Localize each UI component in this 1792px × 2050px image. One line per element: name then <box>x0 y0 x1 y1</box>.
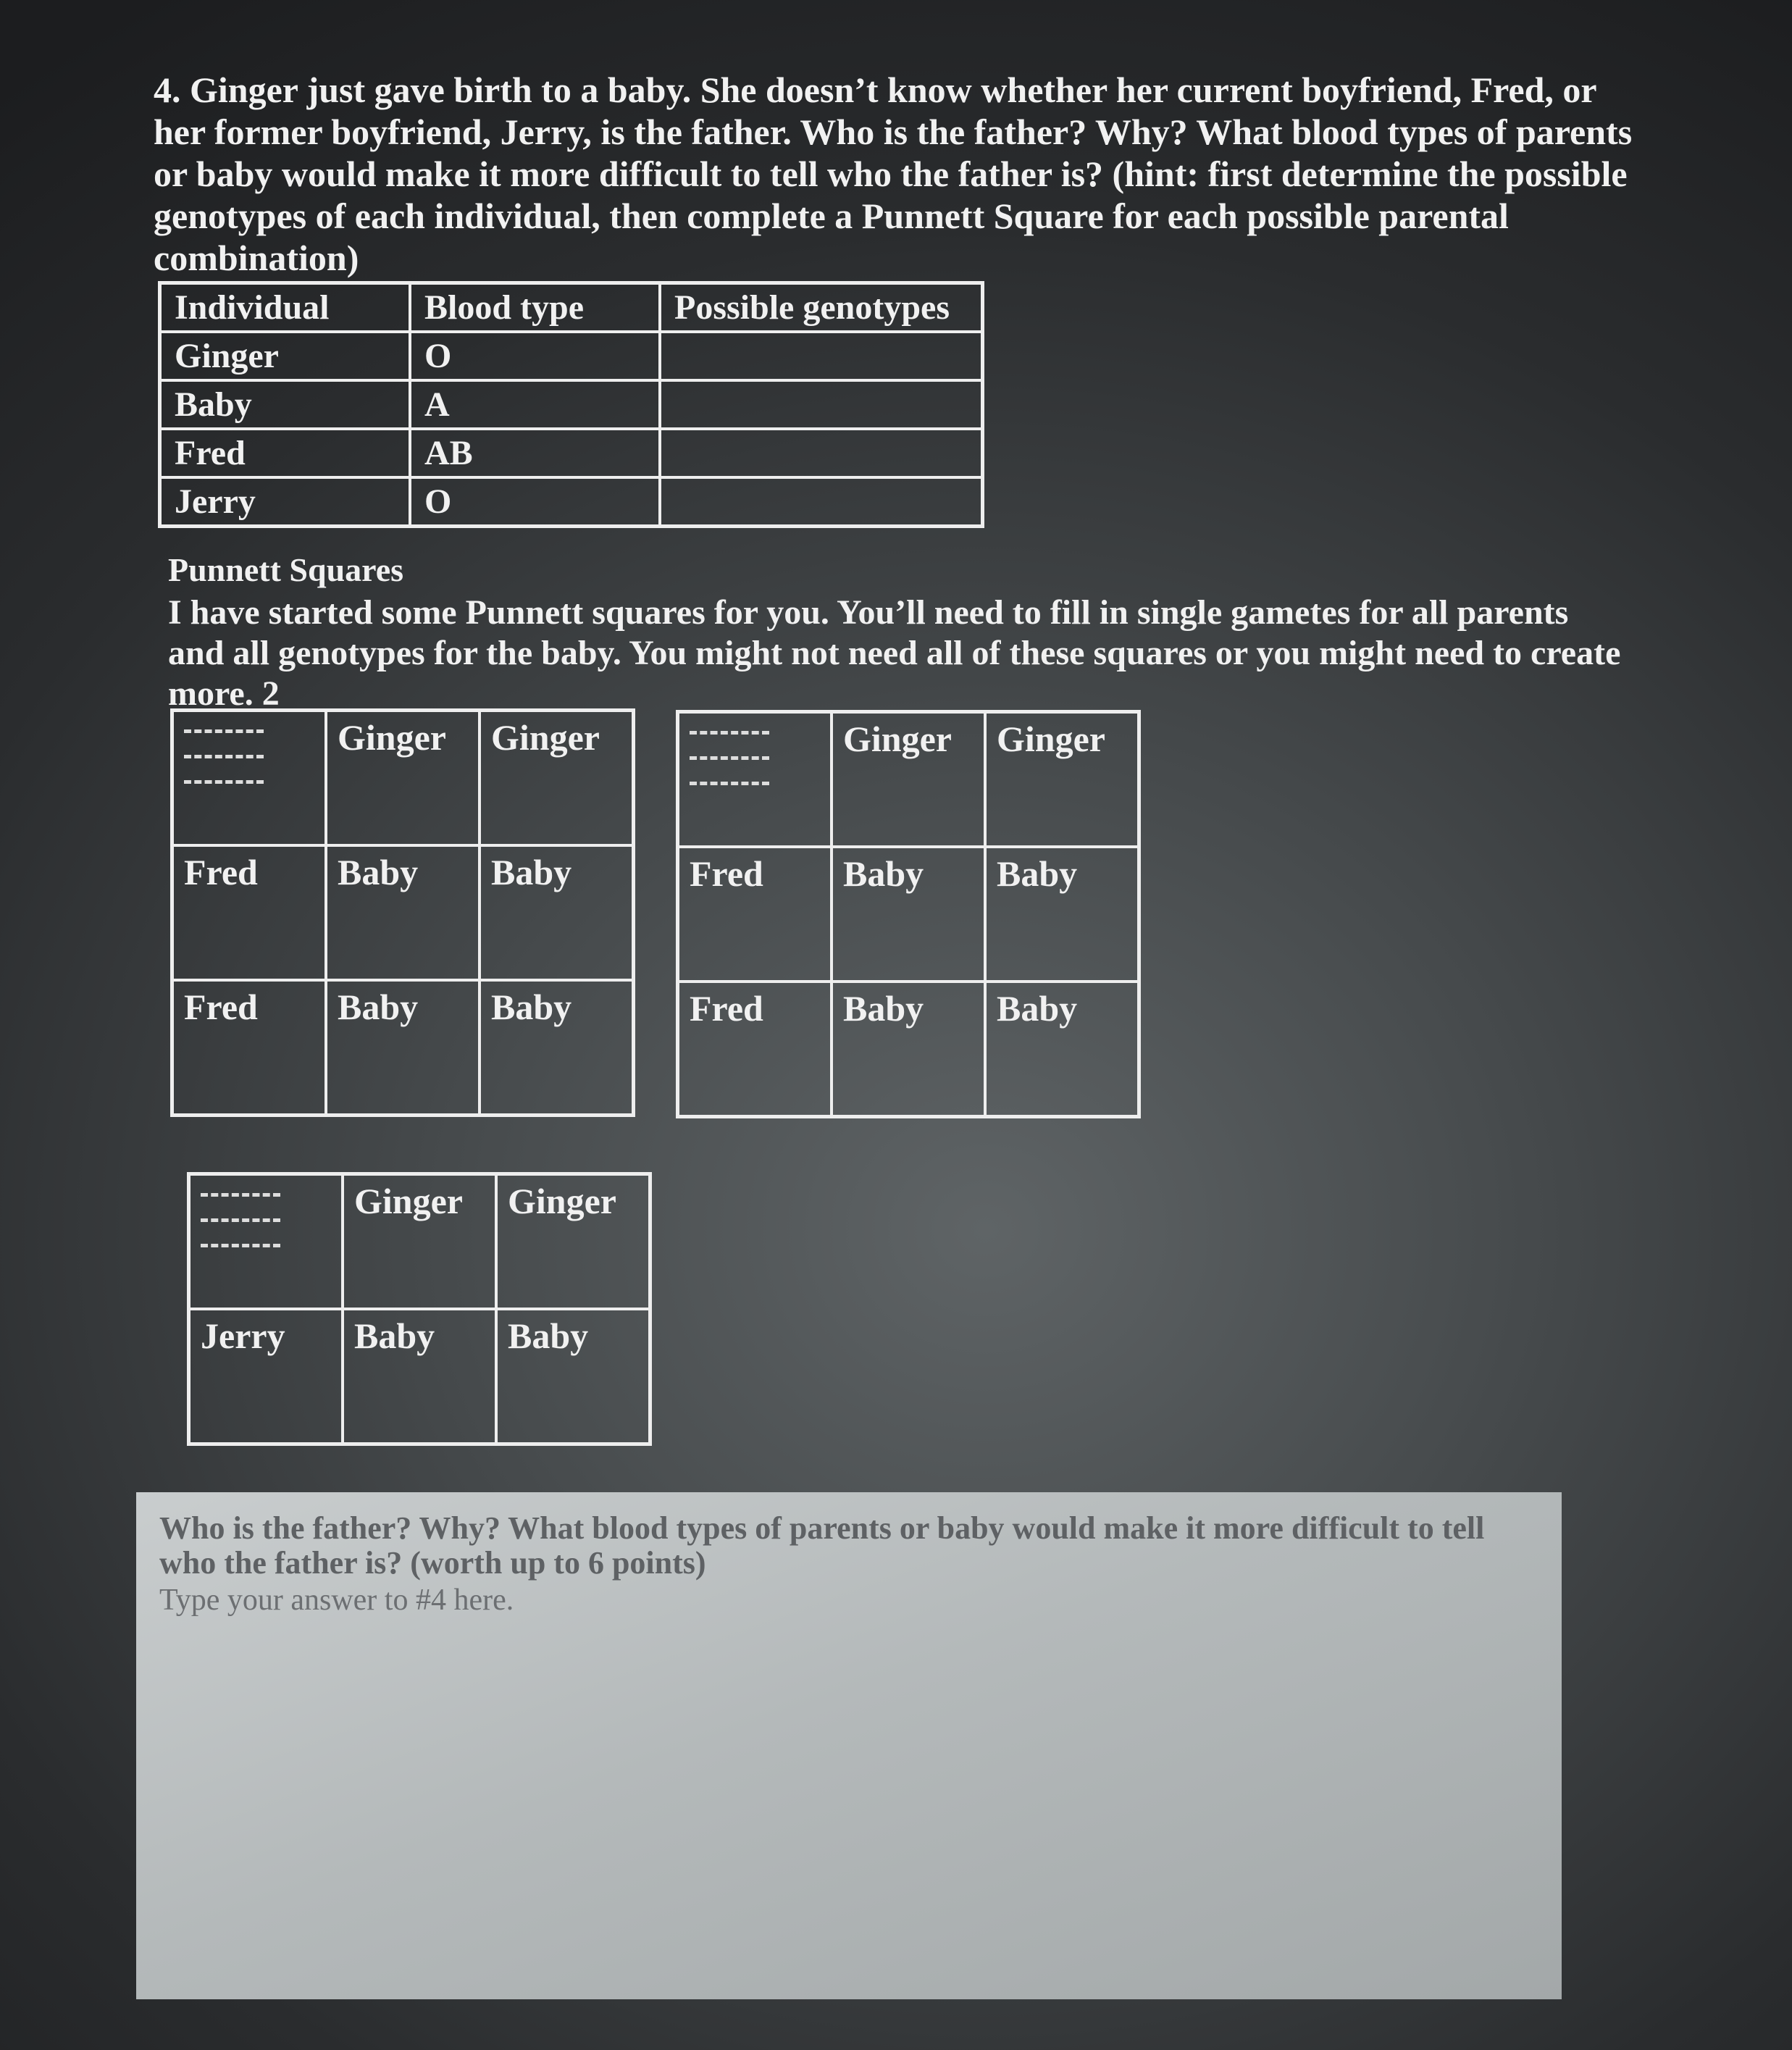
dash-line <box>690 731 769 735</box>
dash-line <box>184 755 264 758</box>
baby-genotype-cell[interactable]: Baby <box>985 982 1139 1117</box>
blood-type-cell: O <box>410 477 660 527</box>
baby-genotype-cell[interactable]: Baby <box>832 982 985 1117</box>
gamete-cell-jerry[interactable]: Jerry <box>189 1309 343 1444</box>
individual-cell: Fred <box>160 429 411 477</box>
genotype-cell[interactable] <box>660 429 983 477</box>
baby-genotype-cell[interactable]: Baby <box>832 847 985 982</box>
blood-type-cell: O <box>410 332 660 380</box>
header-blood-type: Blood type <box>410 283 660 332</box>
individual-cell: Baby <box>160 380 411 429</box>
genotype-cell[interactable] <box>660 332 983 380</box>
dash-line <box>690 756 769 760</box>
blood-type-cell: AB <box>410 429 660 477</box>
genotype-cell[interactable] <box>660 477 983 527</box>
gamete-cell-ginger[interactable]: Ginger <box>326 711 480 846</box>
genotype-cell[interactable] <box>660 380 983 429</box>
baby-genotype-cell[interactable]: Baby <box>326 845 480 980</box>
individual-cell: Ginger <box>160 332 411 380</box>
gamete-cell-fred[interactable]: Fred <box>678 982 832 1117</box>
gamete-cell-ginger[interactable]: Ginger <box>985 712 1139 848</box>
dash-line <box>201 1193 280 1197</box>
baby-genotype-cell[interactable]: Baby <box>326 980 480 1116</box>
baby-genotype-cell[interactable]: Baby <box>343 1309 496 1444</box>
table-header-row <box>160 283 983 332</box>
answer-prompt: Who is the father? Why? What blood types of parents or baby would make it more difficult to tell who the father is? (worth up to 6 points) <box>159 1510 1485 1581</box>
punnett-square-fred-2 <box>676 710 1141 1118</box>
table-row <box>160 380 983 429</box>
blood-type-table <box>158 281 984 528</box>
gamete-cell-ginger[interactable]: Ginger <box>480 711 634 846</box>
gamete-cell-ginger[interactable]: Ginger <box>343 1174 496 1310</box>
gamete-cell-fred[interactable]: Fred <box>172 845 327 980</box>
gamete-cell-fred[interactable]: Fred <box>172 980 327 1116</box>
dash-line <box>690 782 769 785</box>
baby-genotype-cell[interactable]: Baby <box>480 845 634 980</box>
answer-input[interactable] <box>159 1582 1538 1988</box>
baby-genotype-cell[interactable]: Baby <box>985 847 1139 982</box>
punnett-instructions: I have started some Punnett squares for you. You’ll need to fill in single gametes for all parents and all genotypes for the baby. You might not need all of these squares or you might need to create more. 2 <box>168 593 1621 713</box>
corner-cell <box>172 711 327 846</box>
dash-line <box>184 729 264 733</box>
table-row <box>160 477 983 527</box>
baby-genotype-cell[interactable]: Baby <box>480 980 634 1116</box>
corner-cell <box>678 712 832 848</box>
punnett-section-title: Punnett Squares <box>168 551 404 588</box>
table-row <box>160 332 983 380</box>
answer-box <box>136 1492 1562 1999</box>
punnett-square-fred-1 <box>170 708 635 1117</box>
punnett-square-jerry <box>187 1172 652 1446</box>
corner-cell <box>189 1174 343 1310</box>
header-possible-genotypes: Possible genotypes <box>660 283 983 332</box>
gamete-cell-fred[interactable]: Fred <box>678 847 832 982</box>
table-row <box>160 429 983 477</box>
dash-line <box>201 1218 280 1222</box>
individual-cell: Jerry <box>160 477 411 527</box>
gamete-cell-ginger[interactable]: Ginger <box>496 1174 650 1310</box>
blood-type-cell: A <box>410 380 660 429</box>
gamete-cell-ginger[interactable]: Ginger <box>832 712 985 848</box>
question-text: 4. Ginger just gave birth to a baby. She doesn’t know whether her current boyfriend, Fred, or her former boyfriend, Jerry, is the father. Who is the father? Why? What blood types of parents or baby would make it more difficult to tell who the father is? (hint: first determine the possible genotypes of each individual, then complete a Punnett Square for each possible parental combination) <box>154 70 1633 278</box>
header-individual: Individual <box>160 283 411 332</box>
baby-genotype-cell[interactable]: Baby <box>496 1309 650 1444</box>
dash-line <box>201 1244 280 1247</box>
dash-line <box>184 780 264 784</box>
